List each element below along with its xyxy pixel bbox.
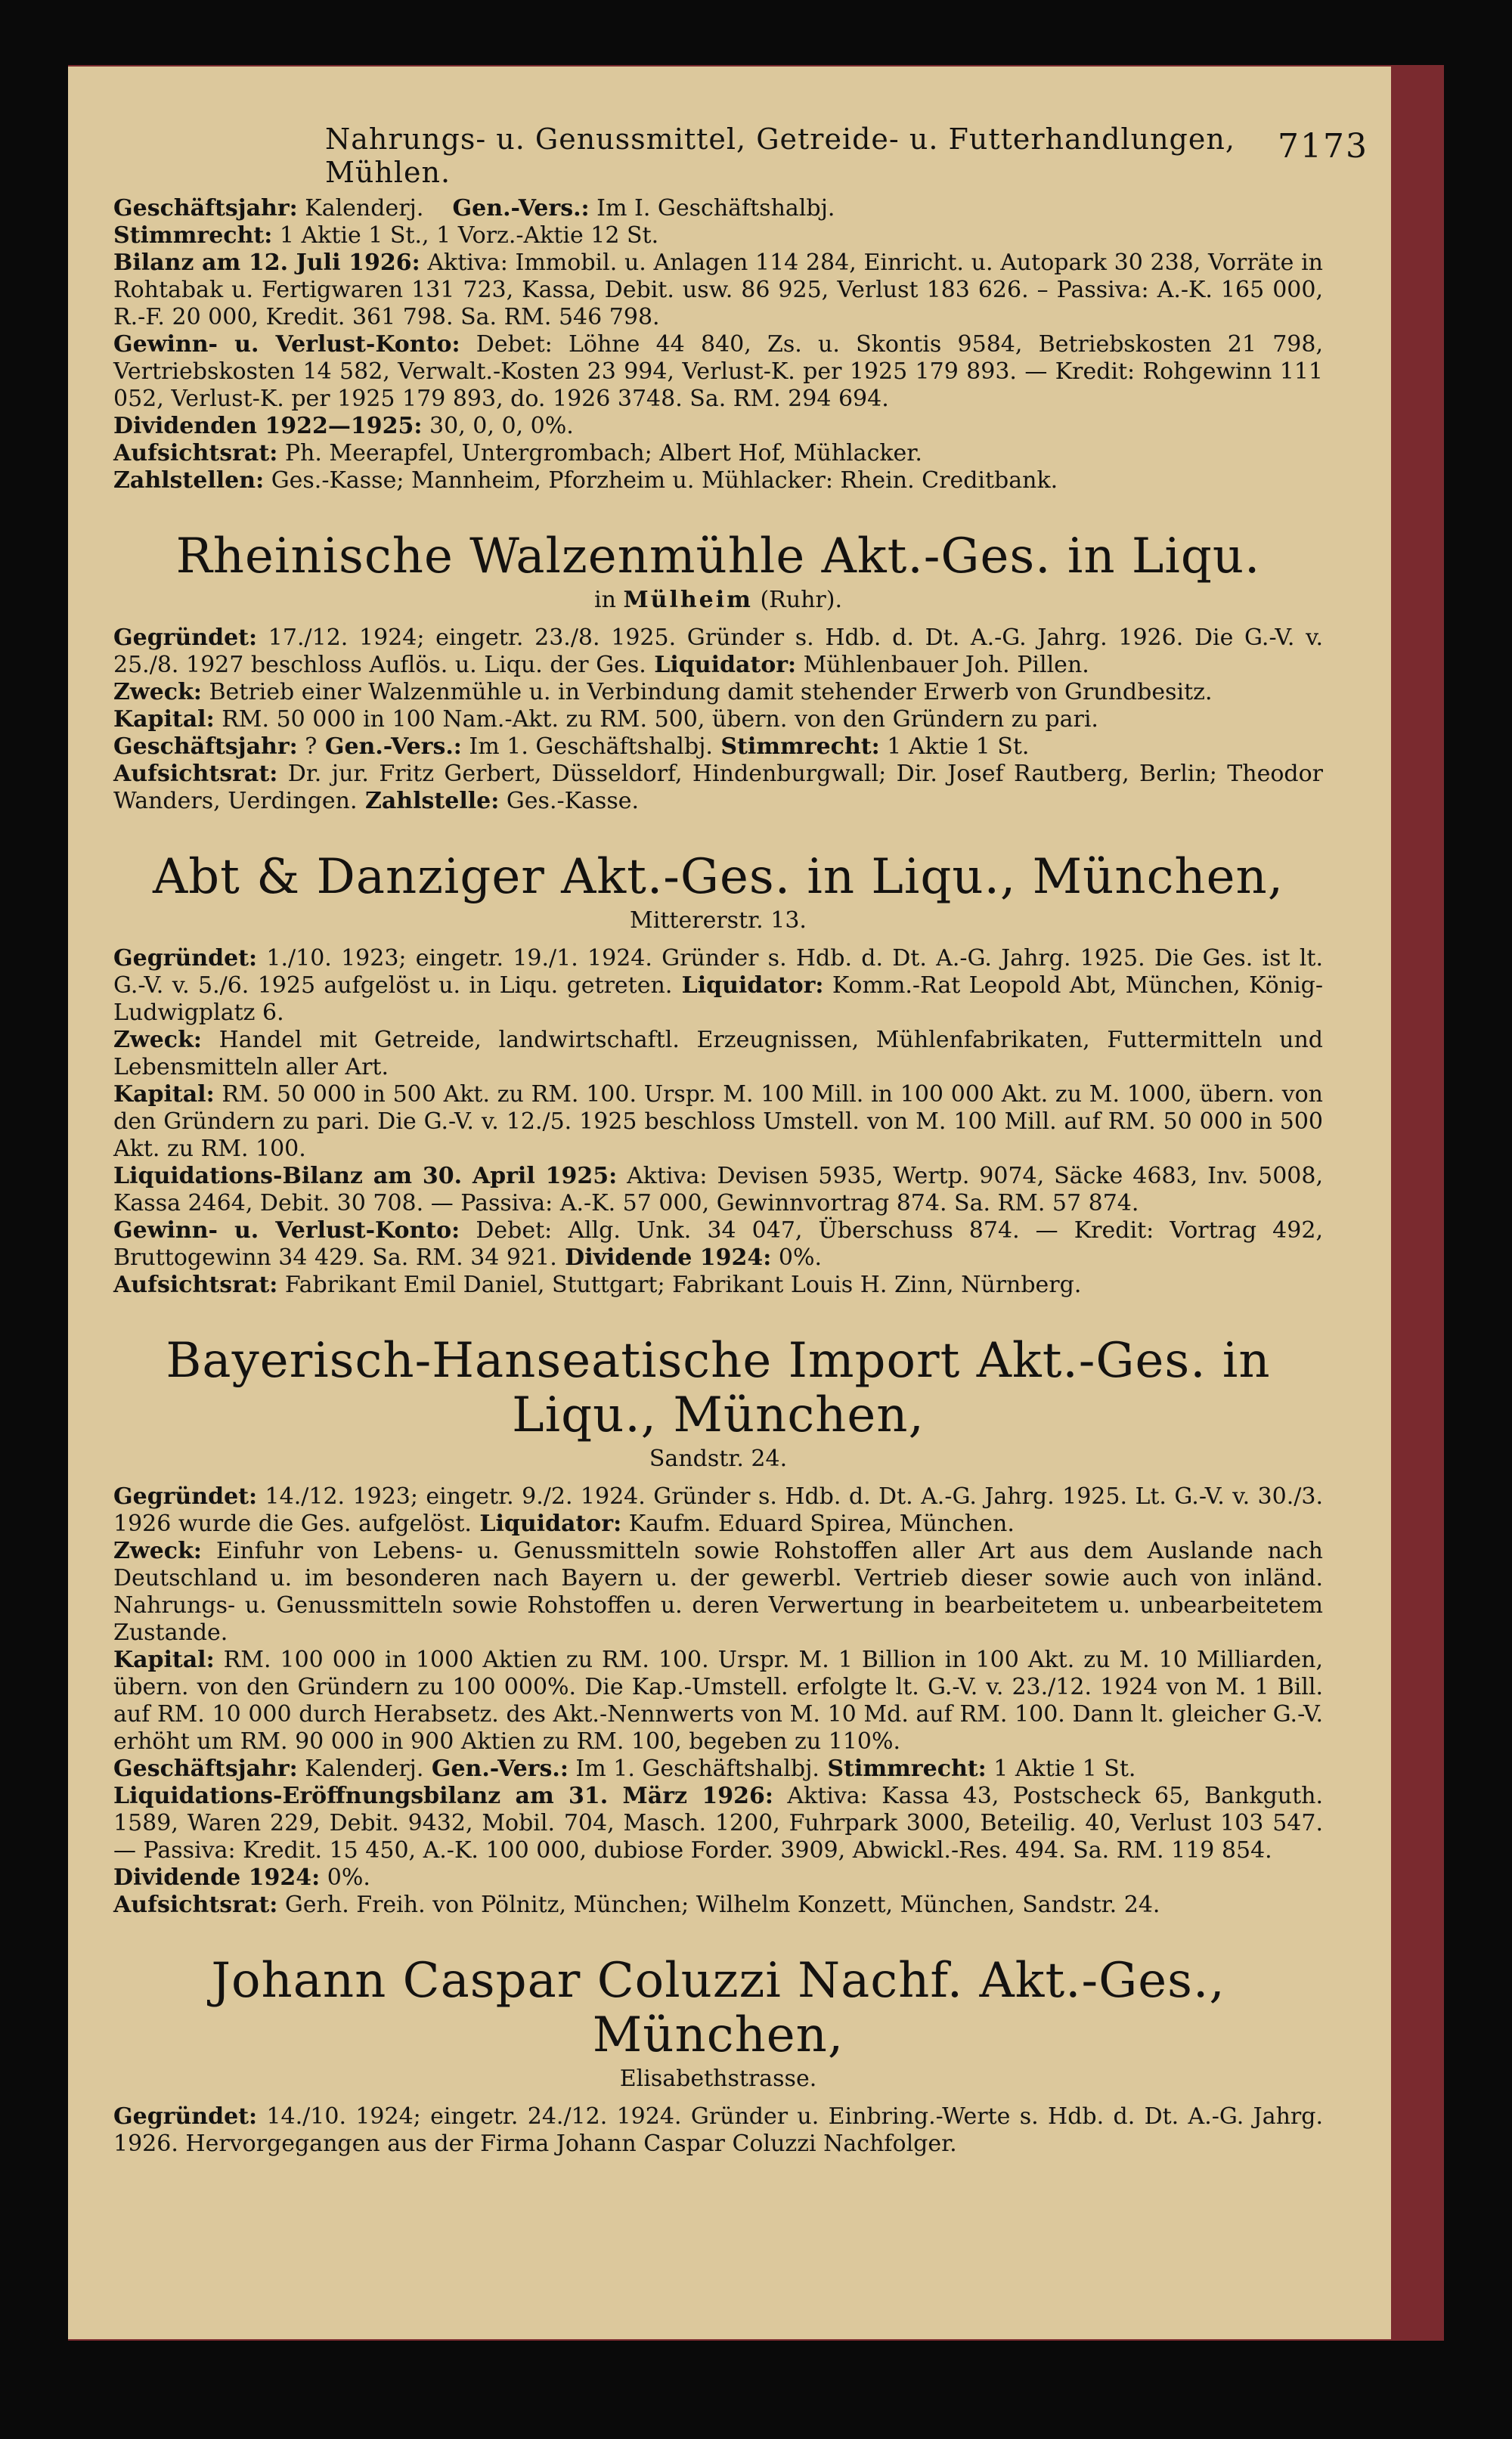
company-heading: Rheinische Walzenmühle Akt.-Ges. in Liqu. [175, 528, 1261, 584]
paragraph: Liquidations-Eröffnungsbilanz am 31. März 1926: Aktiva: Kassa 43, Postscheck 65, Bankguth. 1589, Waren 229, Debit. 9432, Mobil. 704, Masch. 1200, Fuhrpark 3000, Beteilig. 40, Verlust 103 547. — Passiva: Kredit. 15 450, A.-K. 100 000, dubiose Forder. 3909, Abwickl.-Res. 494. Sa. RM. 119 854. [113, 1783, 1323, 1864]
company-heading: Abt & Danziger Akt.-Ges. in Liqu., München, [152, 849, 1284, 905]
paragraph: Zahlstellen: Ges.-Kasse; Mannheim, Pforzheim u. Mühlacker: Rhein. Creditbank. [113, 467, 1058, 494]
company-address: Mittererstr. 13. [630, 907, 807, 934]
paragraph: Kapital: RM. 50 000 in 500 Akt. zu RM. 100. Urspr. M. 100 Mill. in 100 000 Akt. zu M. 1000, übern. von den Gründern zu pari. Die G.-V. v. 12./5. 1925 beschloss Umstell. von M. 100 Mill. auf RM. 50 000 in 500 Akt. zu RM. 100. [113, 1081, 1323, 1162]
company-heading: Bayerisch-Hanseatische Import Akt.-Ges. in Liqu., München, [166, 1333, 1271, 1443]
company-address: Sandstr. 24. [649, 1446, 788, 1472]
paragraph: Zweck: Betrieb einer Walzenmühle u. in Verbindung damit stehender Erwerb von Grundbesitz. [113, 679, 1213, 705]
company-heading: Johann Caspar Coluzzi Nachf. Akt.-Ges., München, [211, 1953, 1225, 2063]
paragraph: Dividende 1924: 0%. [113, 1864, 370, 1891]
company-entry [113, 1954, 1323, 2158]
entry-continuation [113, 195, 1323, 494]
paragraph: Gewinn- u. Verlust-Konto: Debet: Löhne 44 840, Zs. u. Skontis 9584, Betriebskosten 21 798, Vertriebskosten 14 582, Verwalt.-Kosten 23 994, Verlust-K. per 1925 179 893. — Kredit: Rohgewinn 111 052, Verlust-K. per 1925 179 893, do. 1926 3748. Sa. RM. 294 694. [113, 331, 1324, 412]
header-title: Nahrungs- u. Genussmittel, Getreide- u. Futterhandlungen, Mühlen. [325, 122, 1235, 189]
paragraph: Bilanz am 12. Juli 1926: Aktiva: Immobil. u. Anlagen 114 284, Einricht. u. Autopark 30 238, Vorräte in Rohtabak u. Fertigwaren 131 723, Kassa, Debit. usw. 86 925, Verlust 183 626. – Passiva: A.-K. 165 000, R.-F. 20 000, Kredit. 361 798. Sa. RM. 546 798. [113, 249, 1323, 330]
paragraph: Aufsichtsrat: Fabrikant Emil Daniel, Stuttgart; Fabrikant Louis H. Zinn, Nürnberg. [113, 1272, 1082, 1298]
company-entry [113, 850, 1323, 1299]
paragraph: Zweck: Handel mit Getreide, landwirtschaftl. Erzeugnissen, Mühlenfabrikaten, Futtermitteln und Lebensmitteln aller Art. [113, 1027, 1323, 1080]
page-number: 7173 [1278, 127, 1368, 166]
paragraph: Gewinn- u. Verlust-Konto: Debet: Allg. Unk. 34 047, Überschuss 874. — Kredit: Vortrag 492, Bruttogewinn 34 429. Sa. RM. 34 921. Dividende 1924: 0%. [113, 1217, 1323, 1271]
company-location: in Mülheim (Ruhr). [594, 587, 842, 613]
paragraph: Zweck: Einfuhr von Lebens- u. Genussmitteln sowie Rohstoffen aller Art aus dem Auslande nach Deutschland u. im besonderen nach Bayern u. der gewerbl. Vertrieb dieser sowie auch von inländ. Nahrungs- u. Genussmitteln sowie Rohstoffen u. deren Verwertung in bearbeitetem u. unbearbeitetem Zustande. [113, 1538, 1323, 1646]
paragraph: Geschäftsjahr: Kalenderj. Gen.-Vers.: Im 1. Geschäftshalbj. Stimmrecht: 1 Aktie 1 St. [113, 1756, 1136, 1782]
company-entry [113, 529, 1323, 815]
paragraph: Gegründet: 1./10. 1923; eingetr. 19./1. 1924. Gründer s. Hdb. d. Dt. A.-G. Jahrg. 1925. Die Ges. ist lt. G.-V. v. 5./6. 1925 aufgelöst u. in Liqu. getreten. Liquidator: Komm.-Rat Leopold Abt, München, König-Ludwigplatz 6. [113, 945, 1324, 1026]
paragraph: Kapital: RM. 50 000 in 100 Nam.-Akt. zu RM. 500, übern. von den Gründern zu pari. [113, 706, 1098, 733]
paragraph: Geschäftsjahr: ? Gen.-Vers.: Im 1. Geschäftshalbj. Stimmrecht: 1 Aktie 1 St. [113, 733, 1030, 760]
company-entry [113, 1334, 1323, 1919]
company-address: Elisabethstrasse. [619, 2066, 817, 2092]
document-page [68, 67, 1391, 2339]
paragraph: Aufsichtsrat: Gerh. Freih. von Pölnitz, München; Wilhelm Konzett, München, Sandstr. 24. [113, 1892, 1160, 1918]
text-column [113, 195, 1323, 2158]
running-header [249, 112, 1368, 189]
paragraph: Dividenden 1922—1925: 30, 0, 0, 0%. [113, 413, 574, 439]
paragraph: Aufsichtsrat: Ph. Meerapfel, Untergrombach; Albert Hof, Mühlacker. [113, 440, 922, 466]
paragraph: Geschäftsjahr: Kalenderj. Gen.-Vers.: Im I. Geschäftshalbj. [113, 195, 835, 222]
paragraph: Gegründet: 17./12. 1924; eingetr. 23./8. 1925. Gründer s. Hdb. d. Dt. A.-G. Jahrg. 1926. Die G.-V. v. 25./8. 1927 beschloss Auflös. u. Liqu. der Ges. Liquidator: Mühlenbauer Joh. Pillen. [113, 624, 1323, 678]
paragraph: Gegründet: 14./10. 1924; eingetr. 24./12. 1924. Gründer u. Einbring.-Werte s. Hdb. d. Dt. A.-G. Jahrg. 1926. Hervorgegangen aus der Firma Johann Caspar Coluzzi Nachfolger. [113, 2103, 1323, 2157]
paragraph: Kapital: RM. 100 000 in 1000 Aktien zu RM. 100. Urspr. M. 1 Billion in 100 Akt. zu M. 10 Milliarden, übern. von den Gründern zu 100 000%. Die Kap.-Umstell. erfolgte lt. G.-V. v. 23./12. 1924 von M. 1 Bill. auf RM. 10 000 durch Herabsetz. des Akt.-Nennwerts von M. 10 Md. auf RM. 100. Dann lt. gleicher G.-V. erhöht um RM. 90 000 in 900 Aktien zu RM. 100, begeben zu 110%. [113, 1647, 1323, 1755]
paragraph: Aufsichtsrat: Dr. jur. Fritz Gerbert, Düsseldorf, Hindenburgwall; Dir. Josef Rautberg, Berlin; Theodor Wanders, Uerdingen. Zahlstelle: Ges.-Kasse. [113, 761, 1323, 814]
paragraph: Stimmrecht: 1 Aktie 1 St., 1 Vorz.-Aktie 12 St. [113, 222, 659, 249]
paragraph: Gegründet: 14./12. 1923; eingetr. 9./2. 1924. Gründer s. Hdb. d. Dt. A.-G. Jahrg. 1925. Lt. G.-V. v. 30./3. 1926 wurde die Ges. aufgelöst. Liquidator: Kaufm. Eduard Spirea, München. [113, 1483, 1323, 1537]
paragraph: Liquidations-Bilanz am 30. April 1925: Aktiva: Devisen 5935, Wertp. 9074, Säcke 4683, Inv. 5008, Kassa 2464, Debit. 30 708. — Passiva: A.-K. 57 000, Gewinnvortrag 874. Sa. RM. 57 874. [113, 1163, 1323, 1216]
